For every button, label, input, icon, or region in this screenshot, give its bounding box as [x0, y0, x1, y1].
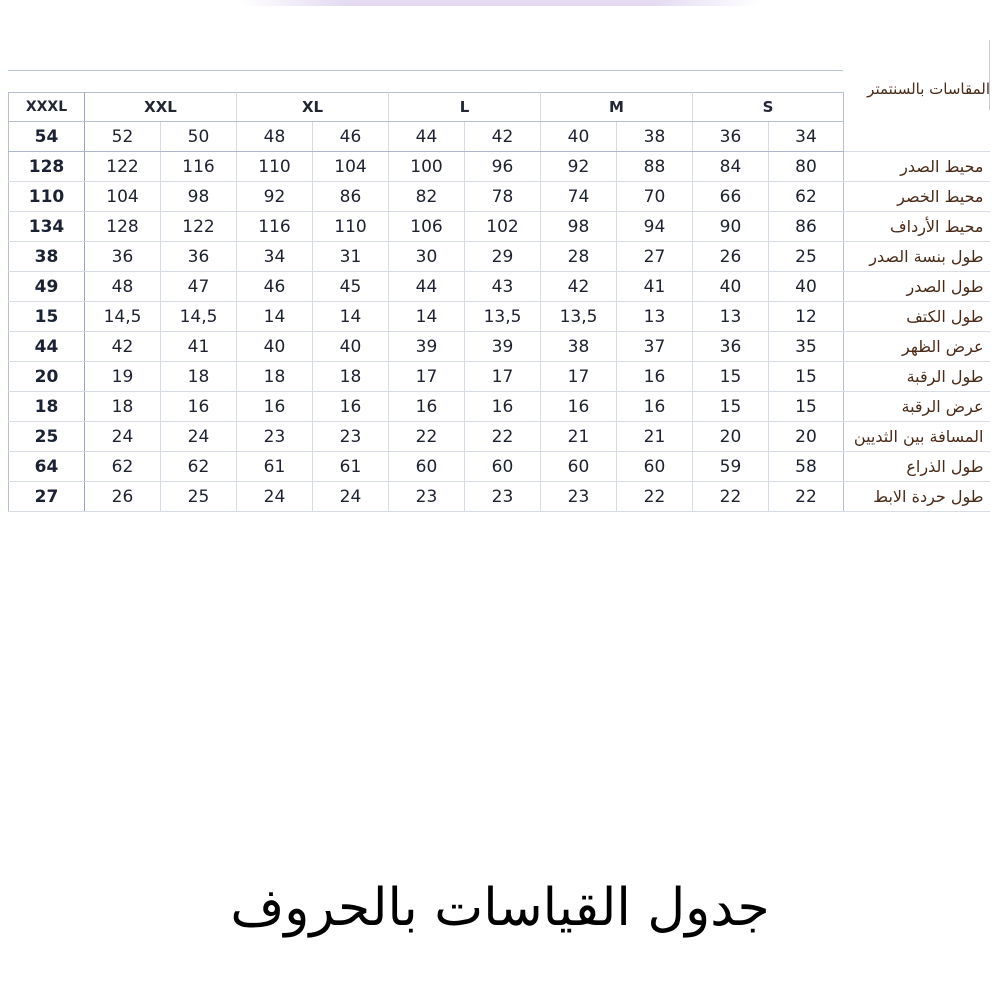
measurement-value-cell: 24 [161, 422, 237, 452]
size-header-xxxl: XXXL [9, 93, 85, 122]
grid-top-border [8, 70, 843, 71]
measurement-value-cell: 16 [617, 362, 693, 392]
measurement-row [9, 272, 990, 302]
size-number-cell: 38 [617, 122, 693, 152]
measurement-value-cell: 25 [769, 242, 844, 272]
measurement-value-cell: 110 [237, 152, 313, 182]
measurement-value-cell: 22 [769, 482, 844, 512]
measurement-label: طول الذراع [844, 452, 990, 482]
measurement-value-cell: 17 [389, 362, 465, 392]
size-number-label-cell [844, 122, 990, 152]
measurement-value-cell: 14,5 [85, 302, 161, 332]
measurement-value-cell: 22 [693, 482, 769, 512]
measurement-value-cell: 88 [617, 152, 693, 182]
measurement-value-cell: 110 [313, 212, 389, 242]
measurement-value-cell: 128 [85, 212, 161, 242]
measurement-value-cell: 25 [9, 422, 85, 452]
measurement-value-cell: 17 [465, 362, 541, 392]
measurement-row [9, 242, 990, 272]
measurement-value-cell: 86 [313, 182, 389, 212]
measurement-value-cell: 64 [9, 452, 85, 482]
measurement-row [9, 482, 990, 512]
measurement-value-cell: 16 [161, 392, 237, 422]
measurement-value-cell: 116 [237, 212, 313, 242]
measurement-value-cell: 29 [465, 242, 541, 272]
measurement-value-cell: 21 [617, 422, 693, 452]
measurement-value-cell: 100 [389, 152, 465, 182]
measurement-value-cell: 41 [161, 332, 237, 362]
measurement-value-cell: 36 [85, 242, 161, 272]
measurement-value-cell: 16 [237, 392, 313, 422]
measurement-value-cell: 16 [541, 392, 617, 422]
top-decorative-strip [240, 0, 760, 6]
measurement-value-cell: 40 [693, 272, 769, 302]
measurement-value-cell: 15 [693, 362, 769, 392]
measurement-value-cell: 62 [85, 452, 161, 482]
measurement-value-cell: 74 [541, 182, 617, 212]
measurement-value-cell: 40 [313, 332, 389, 362]
measurement-value-cell: 37 [617, 332, 693, 362]
measurement-value-cell: 36 [161, 242, 237, 272]
measurement-value-cell: 98 [161, 182, 237, 212]
measurement-row [9, 362, 990, 392]
measurement-value-cell: 110 [9, 182, 85, 212]
measurement-value-cell: 21 [541, 422, 617, 452]
measurement-value-cell: 16 [617, 392, 693, 422]
measurement-value-cell: 15 [769, 362, 844, 392]
measurement-value-cell: 39 [389, 332, 465, 362]
size-chart [8, 70, 990, 518]
measurement-value-cell: 34 [237, 242, 313, 272]
measurement-value-cell: 23 [389, 482, 465, 512]
measurement-value-cell: 48 [85, 272, 161, 302]
measurement-value-cell: 27 [617, 242, 693, 272]
measurement-value-cell: 24 [237, 482, 313, 512]
measurement-value-cell: 90 [693, 212, 769, 242]
measurement-value-cell: 84 [693, 152, 769, 182]
measurement-row [9, 152, 990, 182]
size-number-cell: 46 [313, 122, 389, 152]
measurement-value-cell: 25 [161, 482, 237, 512]
measurement-label: طول الصدر [844, 272, 990, 302]
size-number-cell: 36 [693, 122, 769, 152]
size-header-s: S [693, 93, 844, 122]
measurement-value-cell: 98 [541, 212, 617, 242]
measurement-value-cell: 60 [465, 452, 541, 482]
measurement-value-cell: 106 [389, 212, 465, 242]
size-number-cell: 48 [237, 122, 313, 152]
measurement-value-cell: 70 [617, 182, 693, 212]
measurement-value-cell: 61 [313, 452, 389, 482]
measurement-label: طول بنسة الصدر [844, 242, 990, 272]
measurement-row [9, 212, 990, 242]
measurement-value-cell: 86 [769, 212, 844, 242]
measurement-value-cell: 49 [9, 272, 85, 302]
size-number-cell: 54 [9, 122, 85, 152]
measurement-value-cell: 14,5 [161, 302, 237, 332]
measurement-value-cell: 17 [541, 362, 617, 392]
measurement-row [9, 182, 990, 212]
measurement-label: محيط الصدر [844, 152, 990, 182]
measurement-value-cell: 23 [313, 422, 389, 452]
measurement-value-cell: 16 [313, 392, 389, 422]
size-header-xl: XL [237, 93, 389, 122]
size-number-cell: 40 [541, 122, 617, 152]
size-number-cell: 44 [389, 122, 465, 152]
measurement-value-cell: 16 [465, 392, 541, 422]
measurement-value-cell: 31 [313, 242, 389, 272]
measurement-value-cell: 62 [161, 452, 237, 482]
measurement-value-cell: 13 [693, 302, 769, 332]
measurement-value-cell: 24 [313, 482, 389, 512]
measurement-value-cell: 20 [693, 422, 769, 452]
measurement-value-cell: 28 [541, 242, 617, 272]
measurement-value-cell: 96 [465, 152, 541, 182]
size-header-l: L [389, 93, 541, 122]
measurement-value-cell: 116 [161, 152, 237, 182]
measurement-label: عرض الظهر [844, 332, 990, 362]
measurement-value-cell: 26 [693, 242, 769, 272]
measurement-value-cell: 46 [237, 272, 313, 302]
measurement-label: عرض الرقبة [844, 392, 990, 422]
measurement-value-cell: 18 [85, 392, 161, 422]
measurement-value-cell: 80 [769, 152, 844, 182]
measurement-value-cell: 60 [541, 452, 617, 482]
measurement-value-cell: 94 [617, 212, 693, 242]
measurement-label: محيط الأرداف [844, 212, 990, 242]
measurement-value-cell: 15 [9, 302, 85, 332]
measurement-value-cell: 36 [693, 332, 769, 362]
size-number-cell: 34 [769, 122, 844, 152]
measurement-value-cell: 18 [9, 392, 85, 422]
measurement-value-cell: 20 [769, 422, 844, 452]
measurement-value-cell: 104 [313, 152, 389, 182]
measurement-value-cell: 42 [85, 332, 161, 362]
measurement-value-cell: 44 [9, 332, 85, 362]
measurement-value-cell: 39 [465, 332, 541, 362]
measurement-value-cell: 40 [237, 332, 313, 362]
measurement-value-cell: 78 [465, 182, 541, 212]
measurement-value-cell: 22 [465, 422, 541, 452]
measurement-value-cell: 20 [9, 362, 85, 392]
measurement-value-cell: 38 [541, 332, 617, 362]
measurement-value-cell: 26 [85, 482, 161, 512]
size-number-row [9, 122, 990, 152]
measurement-value-cell: 30 [389, 242, 465, 272]
size-header-label-cell [844, 93, 990, 122]
measurement-value-cell: 102 [465, 212, 541, 242]
measurement-value-cell: 15 [693, 392, 769, 422]
measurement-label: طول الكتف [844, 302, 990, 332]
measurement-value-cell: 23 [237, 422, 313, 452]
measurement-value-cell: 24 [85, 422, 161, 452]
page-title: جدول القياسات بالحروف [230, 878, 770, 938]
measurement-value-cell: 14 [313, 302, 389, 332]
measurement-value-cell: 66 [693, 182, 769, 212]
measurement-value-cell: 62 [769, 182, 844, 212]
measurement-value-cell: 18 [313, 362, 389, 392]
measurement-value-cell: 35 [769, 332, 844, 362]
measurement-value-cell: 15 [769, 392, 844, 422]
size-table [8, 92, 990, 512]
measurement-row [9, 422, 990, 452]
size-header-xxl: XXL [85, 93, 237, 122]
size-header-row [9, 93, 990, 122]
measurement-value-cell: 44 [389, 272, 465, 302]
measurement-value-cell: 14 [389, 302, 465, 332]
measurement-value-cell: 92 [237, 182, 313, 212]
measurement-value-cell: 23 [465, 482, 541, 512]
measurement-value-cell: 59 [693, 452, 769, 482]
measurement-value-cell: 22 [389, 422, 465, 452]
measurement-value-cell: 61 [237, 452, 313, 482]
measurement-value-cell: 122 [85, 152, 161, 182]
measurement-value-cell: 13,5 [465, 302, 541, 332]
size-number-cell: 52 [85, 122, 161, 152]
measurement-label: المسافة بين الثديين [844, 422, 990, 452]
measurement-value-cell: 38 [9, 242, 85, 272]
measurement-value-cell: 18 [237, 362, 313, 392]
measurement-value-cell: 18 [161, 362, 237, 392]
measurement-value-cell: 104 [85, 182, 161, 212]
measurement-value-cell: 23 [541, 482, 617, 512]
measurement-value-cell: 134 [9, 212, 85, 242]
size-number-cell: 42 [465, 122, 541, 152]
measurement-value-cell: 82 [389, 182, 465, 212]
measurement-label: محيط الخصر [844, 182, 990, 212]
measurement-row [9, 392, 990, 422]
size-header-m: M [541, 93, 693, 122]
measurement-value-cell: 58 [769, 452, 844, 482]
measurement-value-cell: 12 [769, 302, 844, 332]
measurement-value-cell: 122 [161, 212, 237, 242]
measurement-value-cell: 13 [617, 302, 693, 332]
measurement-value-cell: 47 [161, 272, 237, 302]
measurement-value-cell: 60 [389, 452, 465, 482]
measurement-value-cell: 41 [617, 272, 693, 302]
measurement-value-cell: 19 [85, 362, 161, 392]
size-number-cell: 50 [161, 122, 237, 152]
measurement-value-cell: 13,5 [541, 302, 617, 332]
measurement-value-cell: 14 [237, 302, 313, 332]
measurement-value-cell: 42 [541, 272, 617, 302]
measurement-row [9, 452, 990, 482]
measurement-row [9, 302, 990, 332]
measurement-label: طول حردة الابط [844, 482, 990, 512]
units-header-label: المقاسات بالسنتمتر [867, 80, 990, 98]
measurement-value-cell: 40 [769, 272, 844, 302]
measurement-value-cell: 92 [541, 152, 617, 182]
measurement-label: طول الرقبة [844, 362, 990, 392]
measurement-value-cell: 16 [389, 392, 465, 422]
measurement-row [9, 332, 990, 362]
measurement-value-cell: 43 [465, 272, 541, 302]
measurement-value-cell: 22 [617, 482, 693, 512]
measurement-value-cell: 128 [9, 152, 85, 182]
measurement-value-cell: 60 [617, 452, 693, 482]
measurement-value-cell: 45 [313, 272, 389, 302]
measurement-value-cell: 27 [9, 482, 85, 512]
